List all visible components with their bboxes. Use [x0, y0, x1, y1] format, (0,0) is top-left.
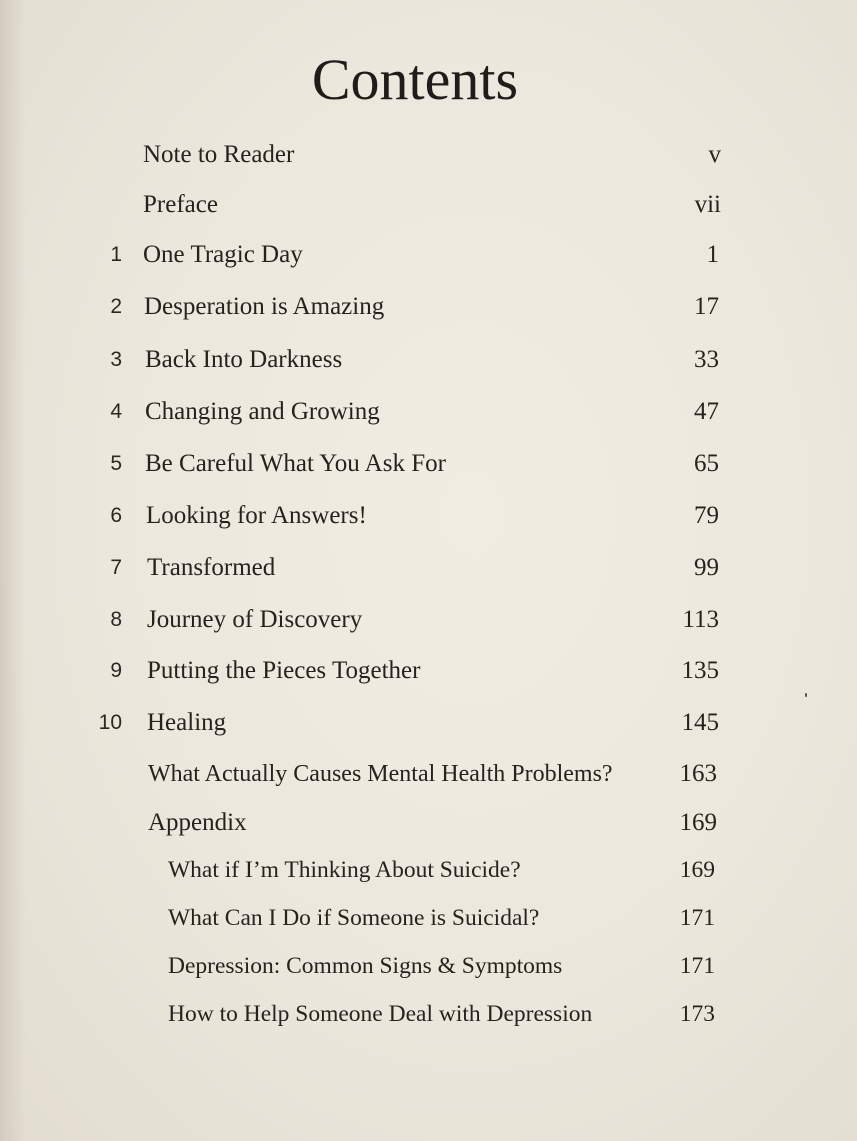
entry-title: Looking for Answers!: [146, 502, 367, 529]
chapter-number: 2: [110, 295, 122, 318]
toc-entry-chapter-10: [0, 703, 857, 743]
chapter-number: 10: [98, 711, 122, 734]
entry-title: Be Careful What You Ask For: [145, 450, 446, 477]
entry-title: What Actually Causes Mental Health Problems?: [148, 761, 613, 787]
chapter-number: 7: [110, 556, 122, 579]
entry-title: Transformed: [147, 554, 276, 581]
entry-page-number: 33: [694, 346, 719, 373]
subentry-title: What Can I Do if Someone is Suicidal?: [168, 905, 540, 931]
toc-entry-appendix: [0, 803, 857, 843]
entry-title: Note to Reader: [143, 141, 295, 168]
toc-entry-chapter-9: [0, 651, 857, 691]
chapter-number: 9: [110, 659, 122, 682]
entry-title: Journey of Discovery: [147, 606, 363, 633]
entry-page-number: 135: [681, 657, 719, 684]
toc-subentry-suicide-thoughts: [0, 850, 857, 890]
toc-entry-preface: [0, 185, 857, 225]
entry-page-number: 1: [706, 241, 719, 268]
toc-entry-chapter-3: [0, 340, 857, 380]
chapter-number: 4: [110, 400, 122, 423]
entry-title: Putting the Pieces Together: [147, 657, 421, 684]
entry-title: Desperation is Amazing: [144, 293, 385, 320]
subentry-title: What if I’m Thinking About Suicide?: [168, 857, 521, 883]
toc-entry-chapter-8: [0, 600, 857, 640]
subentry-page-number: 171: [679, 905, 715, 931]
entry-title: Appendix: [148, 809, 247, 836]
entry-page-number: 163: [679, 760, 717, 787]
entry-page-number: 17: [694, 293, 719, 320]
entry-title: Healing: [147, 709, 227, 736]
entry-title: Preface: [143, 191, 218, 218]
toc-entry-chapter-4: [0, 392, 857, 432]
entry-page-number: 99: [694, 554, 719, 581]
entry-page-number: vii: [694, 191, 721, 218]
subentry-title: How to Help Someone Deal with Depression: [168, 1001, 593, 1027]
entry-page-number: v: [708, 141, 721, 168]
entry-title: Changing and Growing: [145, 398, 380, 425]
chapter-number: 8: [110, 608, 122, 631]
toc-entry-mental-health: [0, 754, 857, 794]
entry-page-number: 65: [694, 450, 719, 477]
entry-title: One Tragic Day: [143, 241, 303, 268]
toc-entry-chapter-5: [0, 444, 857, 484]
subentry-title: Depression: Common Signs & Symptoms: [168, 953, 563, 979]
chapter-number: 5: [110, 452, 122, 475]
entry-page-number: 79: [694, 502, 719, 529]
subentry-page-number: 171: [679, 953, 715, 979]
entry-title: Back Into Darkness: [145, 346, 343, 373]
page-title: Contents: [311, 47, 519, 112]
chapter-number: 6: [110, 504, 122, 527]
paper-speck: [805, 693, 807, 697]
toc-entry-chapter-7: [0, 548, 857, 588]
entry-page-number: 169: [679, 809, 717, 836]
toc-entry-chapter-2: [0, 287, 857, 327]
toc-entry-chapter-1: [0, 235, 857, 275]
subentry-page-number: 169: [679, 857, 715, 883]
subentry-page-number: 173: [679, 1001, 715, 1027]
toc-subentry-someone-suicidal: [0, 898, 857, 938]
toc-subentry-depression-signs: [0, 946, 857, 986]
toc-subentry-help-depression: [0, 994, 857, 1034]
toc-entry-note-to-reader: [0, 135, 857, 175]
entry-page-number: 145: [681, 709, 719, 736]
chapter-number: 1: [110, 243, 122, 266]
chapter-number: 3: [110, 348, 122, 371]
entry-page-number: 113: [682, 606, 719, 633]
toc-entry-chapter-6: [0, 496, 857, 536]
entry-page-number: 47: [694, 398, 719, 425]
